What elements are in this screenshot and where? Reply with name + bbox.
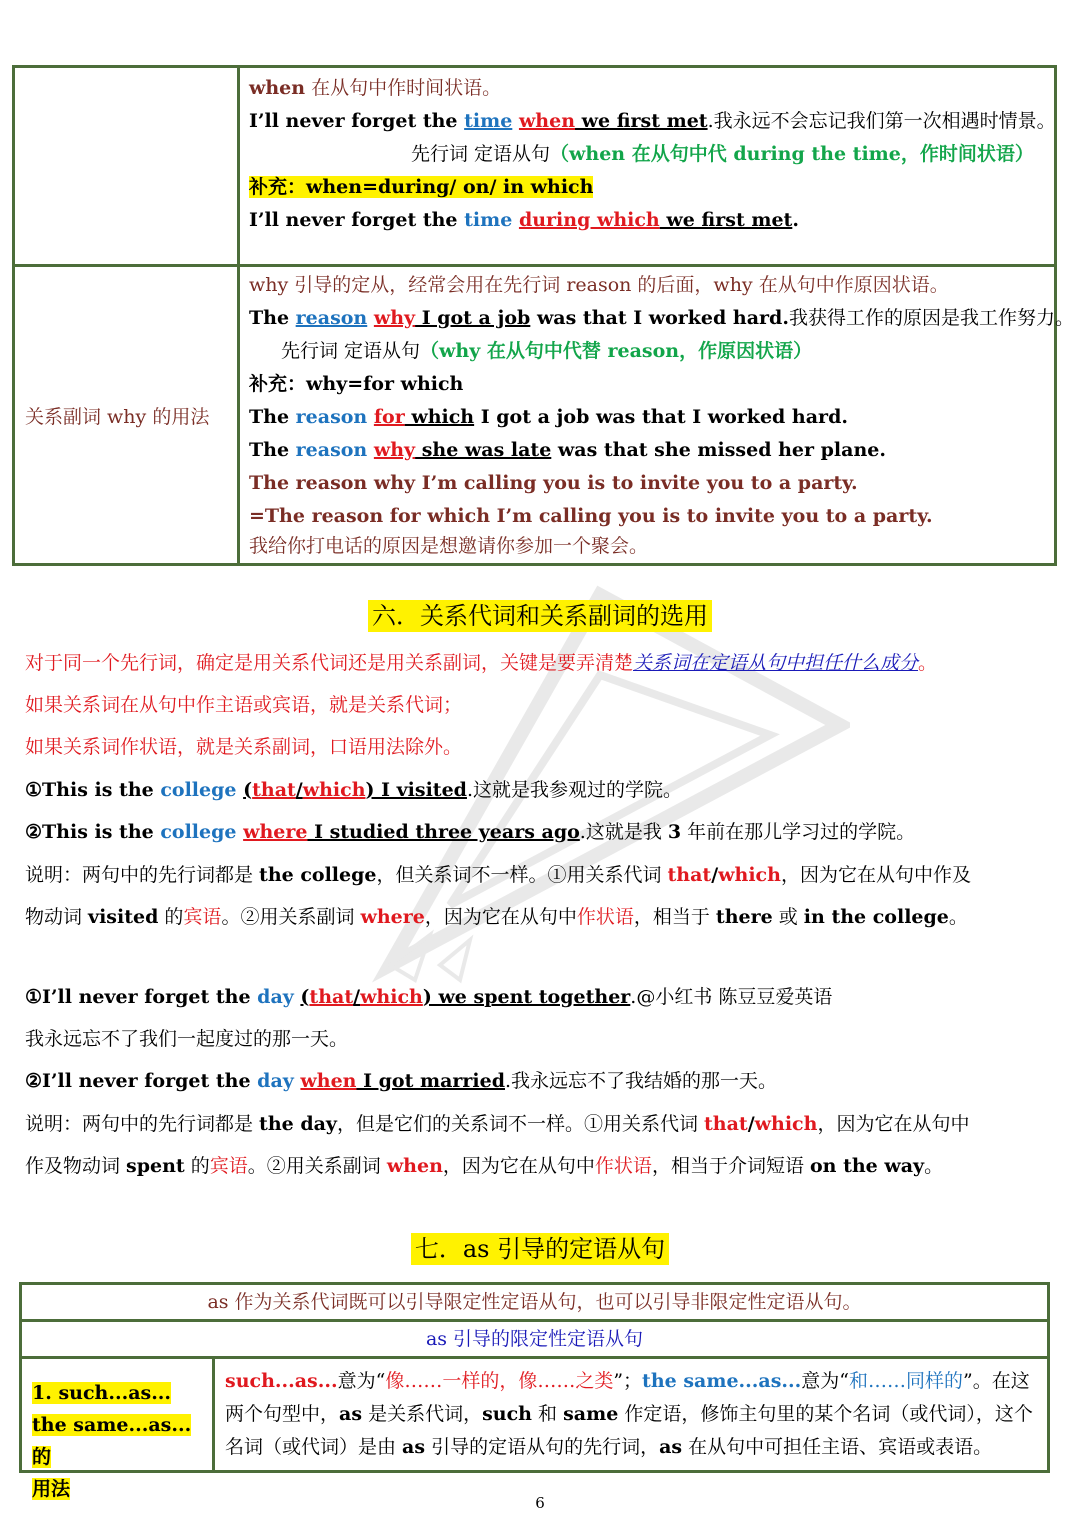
text-run: as <box>659 1436 683 1458</box>
section-6-heading: 六．关系代词和关系副词的选用 <box>0 599 1080 633</box>
text-run: .我永远忘不了我结婚的那一天。 <box>505 1070 778 1092</box>
text-run: college <box>160 821 237 843</box>
text-run: that <box>252 779 296 801</box>
text-run: was that I worked hard. <box>530 307 789 329</box>
section-6-paragraph <box>25 650 937 676</box>
why-line <box>249 404 848 430</box>
text-run: . <box>792 209 799 231</box>
text-run: why <box>373 439 416 461</box>
text-run <box>512 110 519 132</box>
text-run: spent <box>126 1155 185 1177</box>
text-run: day <box>257 986 294 1008</box>
text-run: the day <box>259 1113 337 1135</box>
text-run: where <box>360 906 425 928</box>
text-run: which <box>360 986 423 1008</box>
text-run: ( <box>243 779 253 801</box>
text-run: which <box>718 864 781 886</box>
text-run: 如果关系词在从句中作主语或宾语，就是关系代词； <box>25 694 463 716</box>
text-run: such...as... <box>225 1370 338 1392</box>
text-run: 和……同样的 <box>848 1370 963 1392</box>
text-run: when <box>249 77 306 99</box>
section-6-paragraph <box>25 1068 777 1094</box>
text-run: 补充：why=for which <box>249 373 464 395</box>
text-run: why 引导的定从，经常会用在先行词 reason 的后面，why 在从句中作原因状语。 <box>249 274 949 296</box>
text-run: when <box>386 1155 443 1177</box>
text-run: / <box>295 779 303 801</box>
why-line <box>281 338 812 364</box>
text-run: reason <box>295 406 368 428</box>
relative-adverb-table <box>12 65 1074 566</box>
text-run <box>367 307 374 329</box>
text-run: .我永远不会忘记我们第一次相遇时情景。 <box>707 110 1056 132</box>
text-run: .这就是我 <box>579 821 668 843</box>
text-run: 像……一样的，像……之类 <box>385 1370 614 1392</box>
such-as-label-line: 用法 <box>32 1478 71 1500</box>
text-run: 的 <box>158 906 184 928</box>
why-line <box>249 533 648 559</box>
text-run: ，因为它在从句中 <box>424 906 577 928</box>
text-run: in the college <box>803 906 949 928</box>
text-run: 说明：两句中的先行词都是 <box>25 1113 260 1135</box>
text-run: ，因为它在从句中 <box>817 1113 970 1135</box>
text-run: such <box>482 1403 532 1425</box>
text-run: as <box>339 1403 363 1425</box>
text-run: I studied three years ago <box>307 821 580 843</box>
text-run: that <box>309 986 354 1008</box>
text-run: reason <box>295 307 368 329</box>
text-run: that <box>667 864 712 886</box>
when-line <box>249 75 501 101</box>
text-run: I got a job <box>415 307 531 329</box>
text-run: .@小红书 陈豆豆爱英语 <box>630 986 833 1008</box>
when-line <box>249 174 593 200</box>
text-run: 如果关系词作状语，就是关系副词，口语用法除外。 <box>25 736 463 758</box>
section-6-paragraph <box>25 1111 969 1137</box>
text-run: / <box>747 1113 755 1135</box>
text-run: 宾语 <box>183 906 222 928</box>
text-run: （why 在从句中代替 reason，作原因状语） <box>420 340 813 362</box>
text-run: the same...as... <box>642 1370 802 1392</box>
text-run: time <box>464 209 513 231</box>
text-run: during which <box>518 209 660 231</box>
text-run: The <box>249 307 296 329</box>
section-6-paragraph <box>25 1153 943 1179</box>
text-run: time <box>464 110 513 132</box>
section-7-heading: 七．as 引导的定语从句 <box>0 1232 1080 1266</box>
text-run: where <box>243 821 308 843</box>
text-run: 和 <box>531 1403 564 1425</box>
text-run: ②This is the <box>25 821 161 843</box>
text-run: The <box>249 406 296 428</box>
text-run: 是关系代词， <box>362 1403 483 1425</box>
text-run: 先行词 定语从句 <box>281 340 421 362</box>
text-run: she was late <box>415 439 552 461</box>
as-clause-table <box>19 1282 1050 1500</box>
text-run: 在从句中作时间状语。 <box>305 77 502 99</box>
text-run: / <box>711 864 719 886</box>
when-line <box>411 141 1034 167</box>
text-run: ①I’ll never forget the <box>25 986 258 1008</box>
text-run: ②I’ll never forget the <box>25 1070 258 1092</box>
text-run: 关系词在定语从句中担任什么成分 <box>633 652 919 674</box>
text-run: on the way <box>809 1155 925 1177</box>
text-run: 3 <box>667 821 682 843</box>
text-run: I’ll never forget the <box>249 209 465 231</box>
row-when-label-cell <box>14 67 239 266</box>
text-run: 我永远忘不了我们一起度过的那一天。 <box>25 1028 349 1050</box>
text-run: 宾语 <box>209 1155 248 1177</box>
why-line <box>249 470 858 496</box>
text-run: college <box>160 779 237 801</box>
row-why-content-cell <box>239 266 1074 565</box>
text-run: 或 <box>772 906 804 928</box>
text-run: 。②用关系副词 <box>247 1155 387 1177</box>
text-run: 作及物动词 <box>25 1155 127 1177</box>
text-run: 作状语 <box>576 906 634 928</box>
text-run: 在从句中可担任主语、宾语或表语。 <box>682 1436 993 1458</box>
text-run: for <box>373 406 405 428</box>
such-as-explanation-cell <box>214 1358 1049 1472</box>
text-run: there <box>715 906 773 928</box>
text-run: as <box>402 1436 426 1458</box>
row-when-content-cell <box>239 67 1056 266</box>
text-run: =The reason for which I’m calling you is to invite you to a party. <box>249 505 933 527</box>
text-run: The reason why I’m calling you is to invite you to a party. <box>249 472 858 494</box>
text-run: ) I visited <box>365 779 467 801</box>
text-run: 。 <box>948 906 968 928</box>
such-as-label-line: the same...as... 的 <box>32 1414 192 1468</box>
text-run: ，因为它在从句中 <box>442 1155 595 1177</box>
text-run: which <box>404 406 475 428</box>
text-run: （when 在从句中代 during the time，作时间状语） <box>550 143 1034 165</box>
text-run <box>367 439 374 461</box>
text-run: ，因为它在从句中作及 <box>780 864 971 886</box>
section-6-paragraph <box>25 777 682 803</box>
text-run: 物动词 <box>25 906 89 928</box>
text-run: day <box>257 1070 294 1092</box>
text-run: when <box>300 1070 357 1092</box>
section-6-paragraph <box>25 1026 348 1052</box>
as-intro-row: as 作为关系代词既可以引导限定性定语从句，也可以引导非限定性定语从句。 <box>21 1284 1049 1321</box>
text-run: ”； <box>613 1370 643 1392</box>
text-run: 意为“ <box>337 1370 386 1392</box>
text-run <box>512 209 519 231</box>
text-run: why <box>373 307 416 329</box>
text-run: when <box>518 110 576 132</box>
text-run: 。②用关系副词 <box>221 906 361 928</box>
text-run: same <box>563 1403 619 1425</box>
text-run: ，但关系词不一样。①用关系代词 <box>376 864 668 886</box>
text-run: 我获得工作的原因是我工作努力。 <box>788 307 1074 329</box>
text-run: 作定语，修饰主句里的某个名词（或代词），这个名词（或代词）是由 <box>225 1403 1033 1458</box>
why-line <box>249 371 463 397</box>
text-run: 说明：两句中的先行词都是 <box>25 864 260 886</box>
section-6-paragraph <box>25 984 832 1010</box>
section-6-paragraph <box>25 904 968 930</box>
text-run: was that she missed her plane. <box>551 439 886 461</box>
text-run: 。 <box>924 1155 944 1177</box>
text-run: which <box>754 1113 818 1135</box>
why-line <box>249 272 949 298</box>
section-6-paragraph <box>25 734 462 760</box>
text-run: I got a job was that I worked hard. <box>474 406 848 428</box>
text-run: 年前在那儿学习过的学院。 <box>681 821 916 843</box>
text-run: ，相当于介词短语 <box>651 1155 810 1177</box>
why-line <box>249 437 886 463</box>
why-usage-label: 关系副词 why 的用法 <box>25 405 210 428</box>
text-run: 的 <box>184 1155 210 1177</box>
text-run: ) we spent together <box>422 986 631 1008</box>
text-run: 。 <box>918 652 938 674</box>
text-run: ”。在这两个句型中， <box>225 1370 1030 1425</box>
text-run: The <box>249 439 296 461</box>
text-run: 意为“ <box>801 1370 849 1392</box>
text-run: 引导的定语从句的先行词， <box>425 1436 660 1458</box>
as-restrictive-row: as 引导的限定性定语从句 <box>21 1321 1049 1358</box>
why-line <box>249 503 933 529</box>
text-run: that <box>704 1113 748 1135</box>
section-6-paragraph <box>25 692 462 718</box>
text-run: reason <box>295 439 368 461</box>
text-run: the college <box>259 864 377 886</box>
when-line <box>249 108 1056 134</box>
text-run: 先行词 定语从句 <box>411 143 551 165</box>
text-run: we first met <box>659 209 793 231</box>
text-run: / <box>353 986 361 1008</box>
text-run: 补充：when=during/ on/ in which <box>249 176 594 198</box>
row-why-label-cell <box>14 266 239 565</box>
text-run: 我给你打电话的原因是想邀请你参加一个聚会。 <box>249 535 649 557</box>
text-run: .这就是我参观过的学院。 <box>466 779 683 801</box>
when-line <box>249 207 799 233</box>
such-as-label-line: 1. such...as... <box>32 1382 172 1404</box>
text-run: ，相当于 <box>633 906 716 928</box>
page-number: 6 <box>535 1494 545 1512</box>
text-run: ( <box>300 986 310 1008</box>
text-run: we first met <box>575 110 708 132</box>
text-run: 作状语 <box>594 1155 652 1177</box>
such-as-label-cell <box>21 1358 214 1500</box>
text-run: I got married <box>356 1070 505 1092</box>
why-line <box>249 305 1074 331</box>
text-run: visited <box>88 906 159 928</box>
text-run: which <box>302 779 366 801</box>
text-run <box>367 406 374 428</box>
section-6-paragraph <box>25 819 915 845</box>
text-run: I’ll never forget the <box>249 110 465 132</box>
text-run: ①This is the <box>25 779 161 801</box>
text-run: 对于同一个先行词，确定是用关系代词还是用关系副词，关键是要弄清楚 <box>25 652 634 674</box>
text-run: ，但是它们的关系词不一样。①用关系代词 <box>336 1113 705 1135</box>
section-6-paragraph <box>25 862 971 888</box>
